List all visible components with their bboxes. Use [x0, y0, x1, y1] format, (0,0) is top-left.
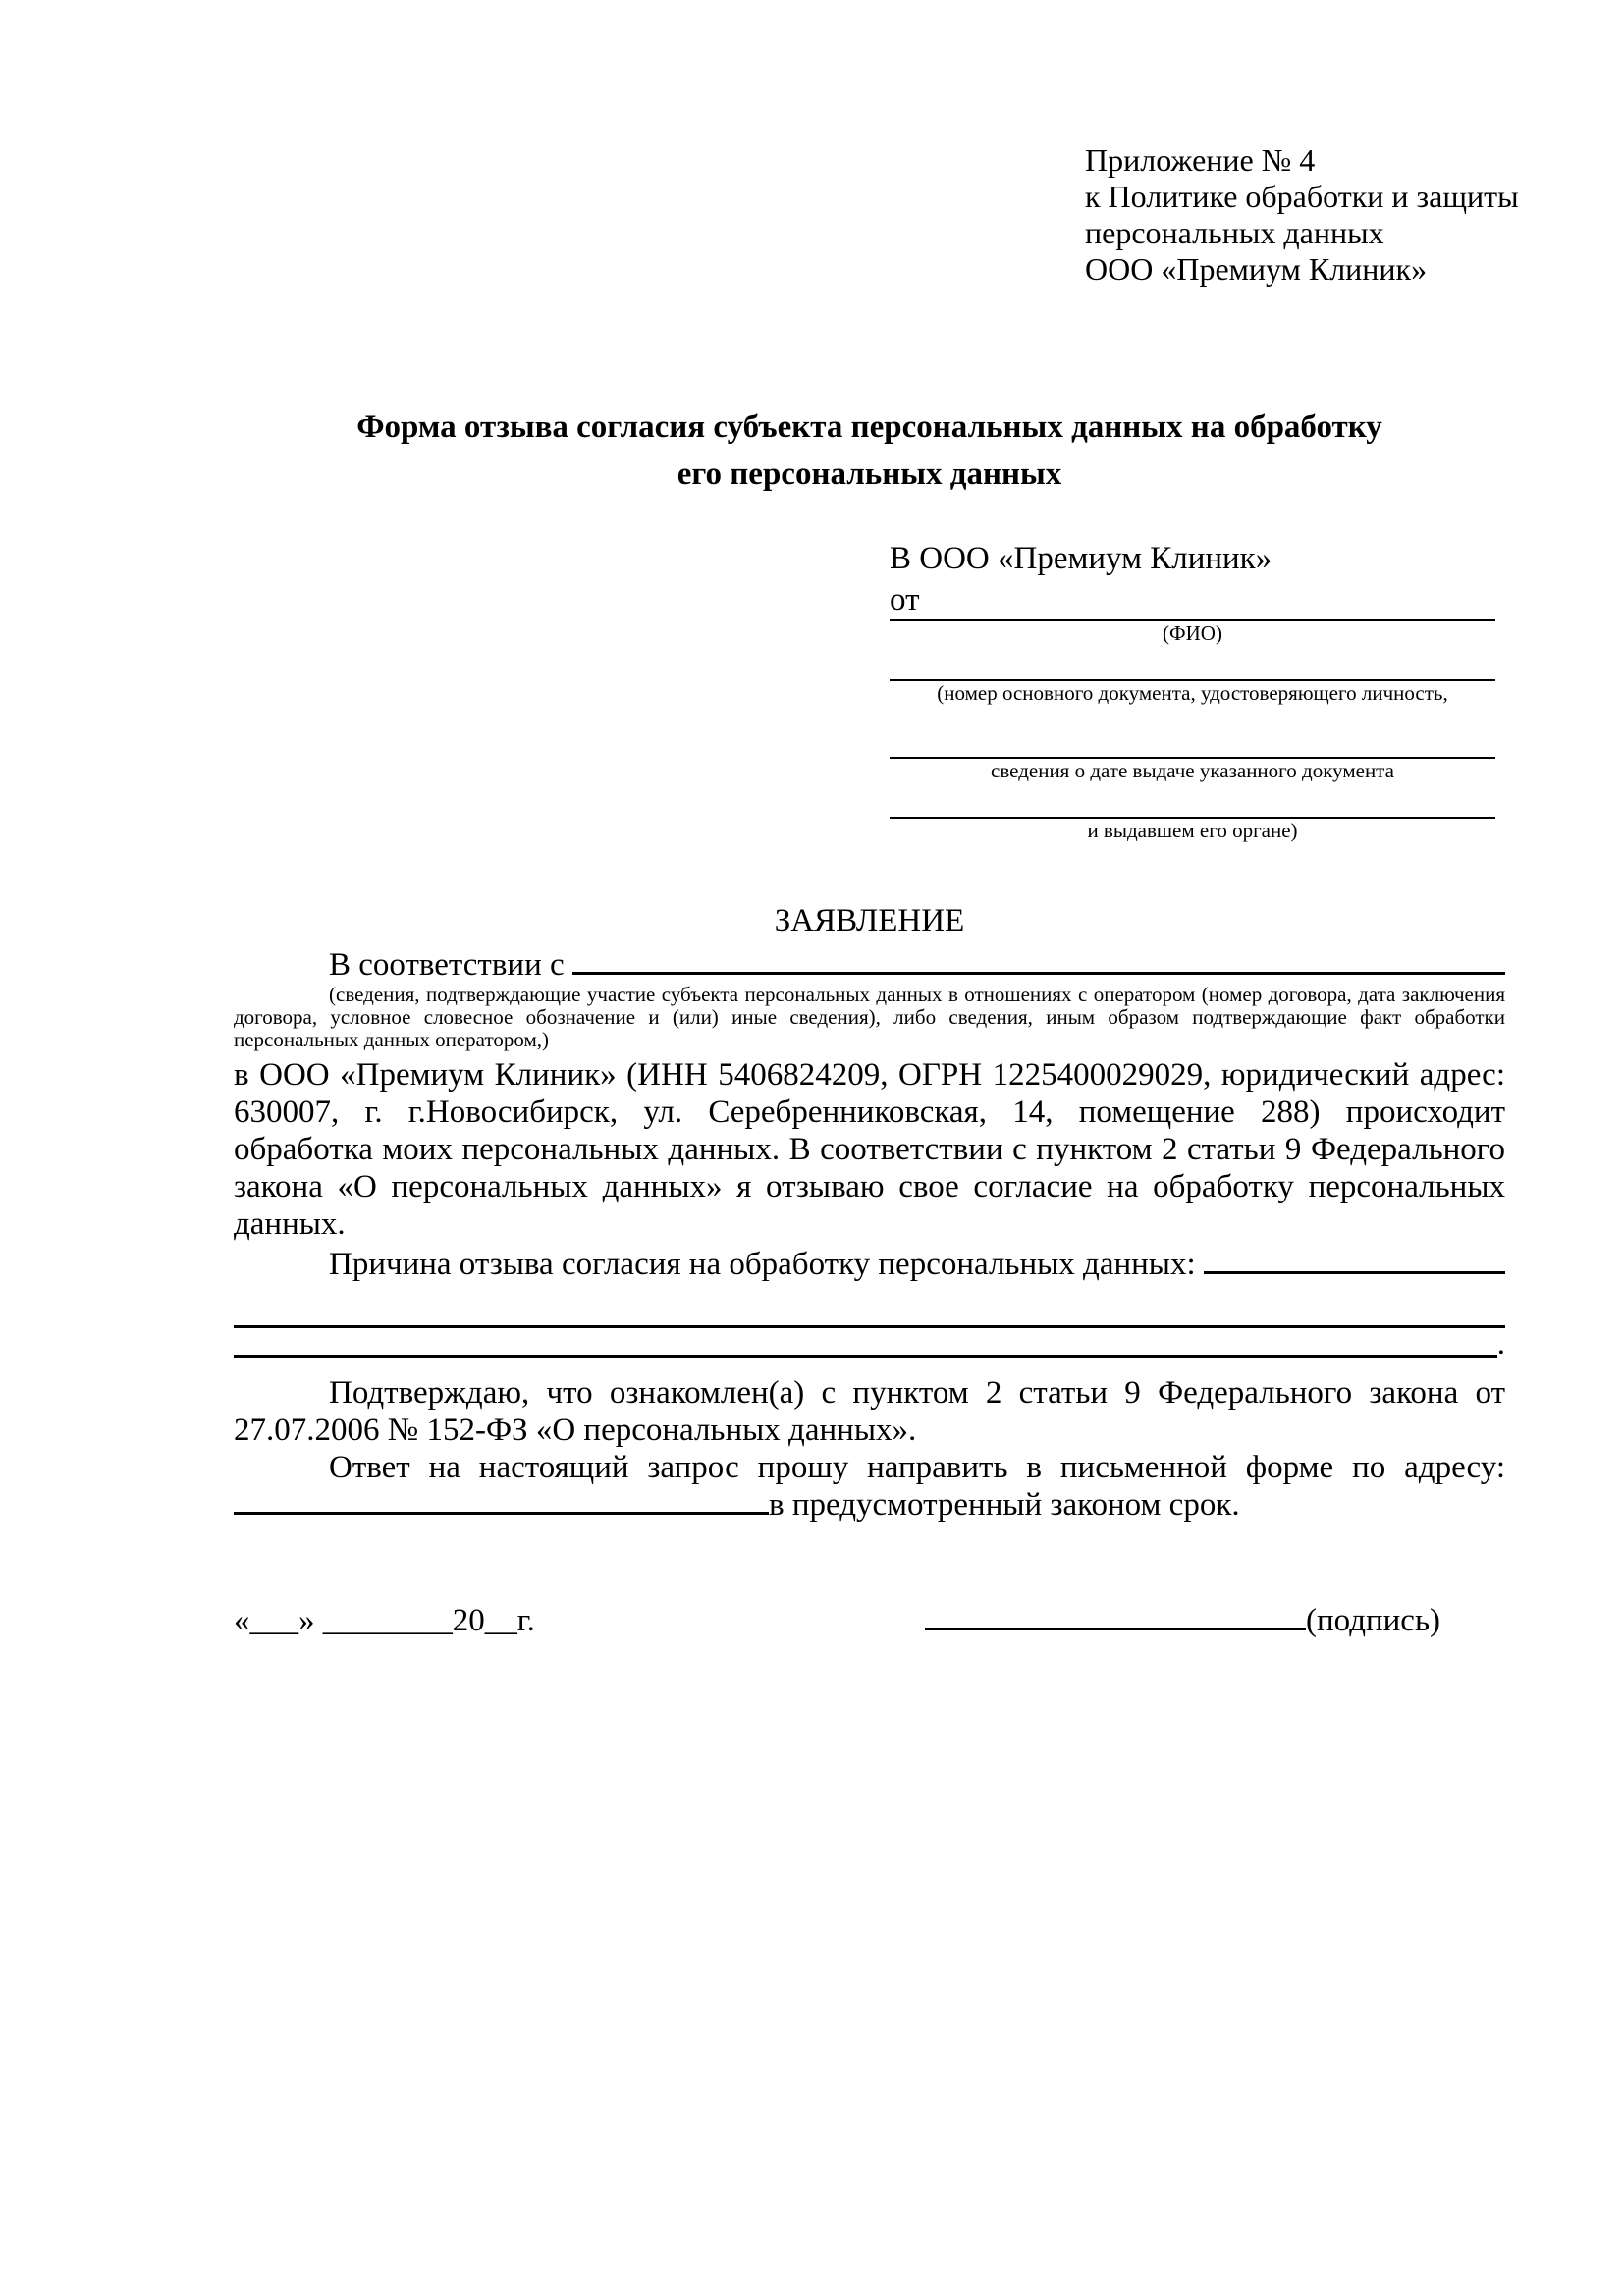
- signature-caption: (подпись): [1306, 1603, 1440, 1638]
- signature-row: [234, 1602, 1505, 1639]
- addressee-block: [890, 537, 1495, 843]
- form-title: [234, 403, 1505, 498]
- body-paragraph: в ООО «Премиум Клиник» (ИНН 5406824209, ОГРН 1225400029029, юридический адрес: 630007, г. г.Новосибирск, ул. Серебренниковская, 14, помещение 288) происходит обработка моих персональных данных. В соответствии с пунктом 2 статьи 9 Федерального закона «О персональных данных» я отзываю свое согласие на обработку персональных данных.: [234, 1057, 1505, 1242]
- signature-input-line[interactable]: [925, 1628, 1306, 1630]
- reason-line-terminator: .: [1496, 1326, 1505, 1362]
- confirmation-paragraph: Подтверждаю, что ознакомлен(а) с пунктом 2 статьи 9 Федерального закона от 27.07.2006 № 152-ФЗ «О персональных данных».: [234, 1375, 1505, 1448]
- reason-continuation-line-2[interactable]: [234, 1355, 1497, 1358]
- addressee-to: В ООО «Премиум Клиник»: [890, 541, 1272, 576]
- basis-footnote: (сведения, подтверждающие участие субъекта персональных данных в отношениях с оператором (номер договора, дата заключения договора, условное словесное обозначение и (или) иные сведения), либо сведения, иным образом подтверждающие факт обработки персональных данных оператором,): [234, 983, 1505, 1051]
- statement-heading: ЗАЯВЛЕНИЕ: [774, 903, 965, 938]
- response-address-row: [234, 1486, 1505, 1523]
- reason-label: Причина отзыва согласия на обработку персональных данных:: [329, 1247, 1196, 1282]
- address-input-line[interactable]: [234, 1512, 769, 1515]
- appendix-note-line: к Политике обработки и защиты: [1085, 179, 1519, 214]
- issue-date-caption: сведения о дате выдаче указанного документа: [991, 759, 1394, 782]
- fio-field: [890, 619, 1495, 646]
- reason-continuation-row-2: [234, 1326, 1505, 1362]
- date-field[interactable]: «___» ________20__г.: [234, 1603, 535, 1638]
- addressee-from-label: от: [890, 582, 920, 617]
- form-title-line: Форма отзыва согласия субъекта персональных данных на обработку: [356, 409, 1382, 445]
- appendix-note-line: Приложение № 4: [1085, 142, 1316, 178]
- id-document-caption: (номер основного документа, удостоверяющего личность,: [937, 681, 1448, 705]
- appendix-note-line: ООО «Премиум Клиник»: [1085, 251, 1428, 287]
- form-title-line: его персональных данных: [677, 456, 1062, 492]
- basis-row: [234, 946, 1505, 984]
- reason-continuation-line-1[interactable]: [234, 1283, 1505, 1328]
- response-request-paragraph: Ответ на настоящий запрос прошу направить в письменной форме по адресу:: [329, 1450, 1505, 1485]
- basis-label: В соответствии с: [329, 947, 565, 983]
- appendix-note-line: персональных данных: [1085, 215, 1384, 250]
- issue-date-field: [890, 757, 1495, 783]
- appendix-note: [1085, 142, 1519, 288]
- response-request-suffix: в предусмотренный законом срок.: [769, 1487, 1240, 1522]
- reason-input-line[interactable]: [1204, 1271, 1505, 1274]
- issuing-authority-caption: и выдавшем его органе): [1087, 819, 1298, 842]
- fio-caption: (ФИО): [1163, 621, 1222, 645]
- basis-input-line[interactable]: [572, 972, 1505, 975]
- reason-row: [234, 1246, 1505, 1283]
- id-document-field: [890, 679, 1495, 706]
- document-content: [234, 0, 1519, 1639]
- issuing-authority-field: [890, 817, 1495, 843]
